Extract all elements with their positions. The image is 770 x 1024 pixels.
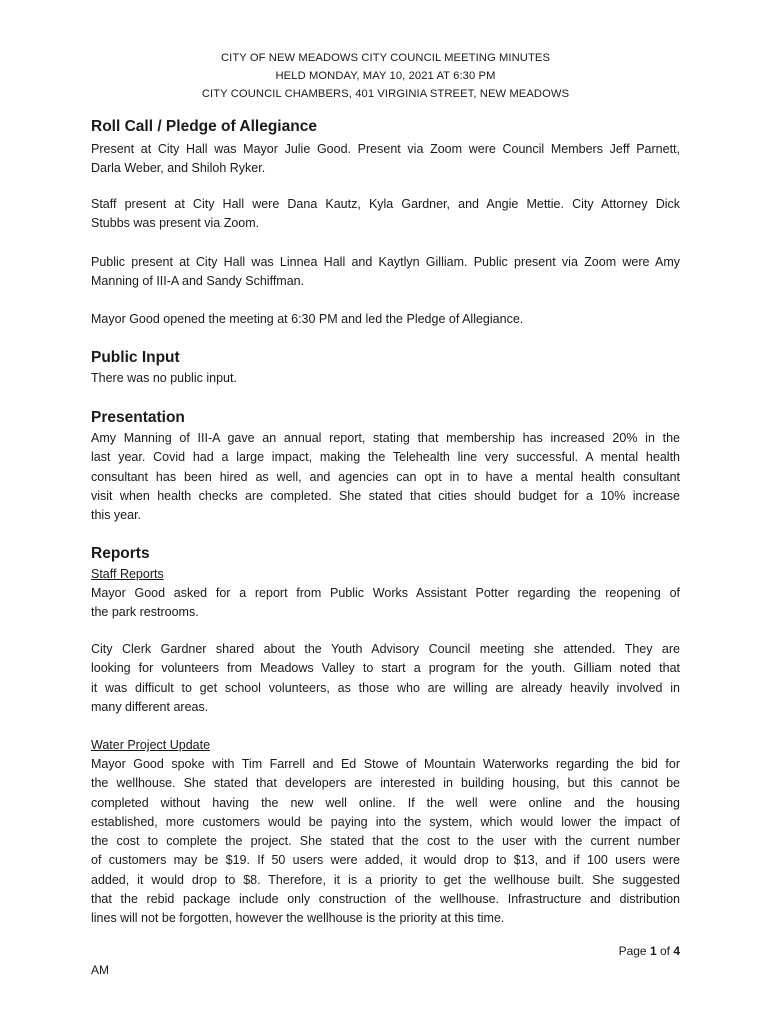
document-header bbox=[91, 49, 680, 103]
text-line: lines will not be forgotten, however the wellhouse is the priority at this time. bbox=[91, 911, 505, 926]
page-number bbox=[91, 942, 680, 960]
page-current: 1 bbox=[649, 944, 657, 958]
text-line: Amy Manning of III-A gave an annual report, stating that membership has increased 20% in the bbox=[91, 431, 680, 445]
text-line: it was difficult to get school volunteers, as those who are willing are already heavily involved in bbox=[91, 680, 680, 695]
presentation-paragraph bbox=[91, 429, 680, 525]
text-line: many different areas. bbox=[91, 699, 209, 714]
text-line: Mayor Good asked for a report from Public Works Assistant Potter regarding the reopening of bbox=[91, 586, 680, 600]
text-line: consultant has been hired as well, and agencies can opt in to have a mental health consultant bbox=[91, 469, 680, 484]
text-line: established, more customers would be paying into the system, which would lower the impact of bbox=[91, 814, 680, 829]
header-location: CITY COUNCIL CHAMBERS, 401 VIRGINIA STREET, NEW MEADOWS bbox=[201, 88, 570, 100]
roll-call-council-paragraph bbox=[91, 140, 680, 179]
text-line: City Clerk Gardner shared about the Youth Advisory Council meeting she attended. They are bbox=[91, 642, 680, 656]
text-line: completed without having the new well online. If the well were online and the housing bbox=[91, 795, 680, 810]
roll-call-staff-paragraph bbox=[91, 195, 680, 234]
text-line: the wellhouse. She stated that developers are interested in building housing, but this cannot be bbox=[91, 776, 680, 791]
text-line: Stubbs was present via Zoom. bbox=[91, 216, 260, 231]
presentation-heading: Presentation bbox=[91, 409, 185, 426]
roll-call-public-paragraph bbox=[91, 253, 680, 292]
text-line: There was no public input. bbox=[91, 371, 237, 385]
header-title: CITY OF NEW MEADOWS CITY COUNCIL MEETING MINUTES bbox=[220, 52, 551, 64]
text-line: Mayor Good spoke with Tim Farrell and Ed Stowe of Mountain Waterworks regarding the bid for bbox=[91, 757, 680, 771]
text-line: Manning of III-A and Sandy Schiffman. bbox=[91, 274, 305, 289]
staff-reports-paragraph-1 bbox=[91, 584, 680, 623]
text-line: Staff present at City Hall were Dana Kautz, Kyla Gardner, and Angie Mettie. City Attorney Dick bbox=[91, 197, 680, 211]
text-line: that the rebid package include only construction of the wellhouse. Infrastructure and distribution bbox=[91, 892, 680, 907]
header-date: HELD MONDAY, MAY 10, 2021 AT 6:30 PM bbox=[275, 70, 496, 82]
text-line: the park restrooms. bbox=[91, 605, 199, 620]
staff-reports-paragraph-2 bbox=[91, 640, 680, 717]
roll-call-opening-paragraph bbox=[91, 310, 680, 329]
page-of: of bbox=[656, 944, 674, 958]
text-line: this year. bbox=[91, 508, 142, 523]
roll-call-heading: Roll Call / Pledge of Allegiance bbox=[91, 118, 317, 135]
text-line: Public present at City Hall was Linnea Hall and Kaytlyn Gilliam. Public present via Zoom were Amy bbox=[91, 255, 680, 269]
footer-initials: AM bbox=[91, 963, 109, 977]
text-line: last year. Covid had a large impact, making the Telehealth line very successful. A mental health bbox=[91, 450, 680, 465]
text-line: Present at City Hall was Mayor Julie Good. Present via Zoom were Council Members Jeff Parnett, bbox=[91, 142, 680, 156]
text-line: Darla Weber, and Shiloh Ryker. bbox=[91, 161, 266, 176]
water-project-subheading: Water Project Update bbox=[91, 738, 211, 752]
public-input-paragraph bbox=[91, 369, 680, 388]
reports-heading: Reports bbox=[91, 545, 150, 562]
text-line: added, it would drop to $8. Therefore, it is a priority to get the wellhouse built. She suggested bbox=[91, 872, 680, 887]
text-line: visit when health checks are completed. She stated that cities should budget for a 10% increase bbox=[91, 488, 680, 503]
staff-reports-subheading: Staff Reports bbox=[91, 567, 164, 581]
text-line: Mayor Good opened the meeting at 6:30 PM and led the Pledge of Allegiance. bbox=[91, 312, 524, 326]
text-line: of customers may be $19. If 50 users were added, it would drop to $13, and if 100 users were bbox=[91, 853, 680, 868]
page-word: Page bbox=[618, 944, 650, 958]
text-line: the cost to complete the project. She stated that the cost to the user with the current number bbox=[91, 834, 680, 849]
public-input-heading: Public Input bbox=[91, 349, 180, 366]
water-project-paragraph bbox=[91, 755, 680, 929]
text-line: looking for volunteers from Meadows Valley to start a program for the youth. Gilliam noted that bbox=[91, 661, 680, 676]
page-total: 4 bbox=[673, 944, 680, 958]
